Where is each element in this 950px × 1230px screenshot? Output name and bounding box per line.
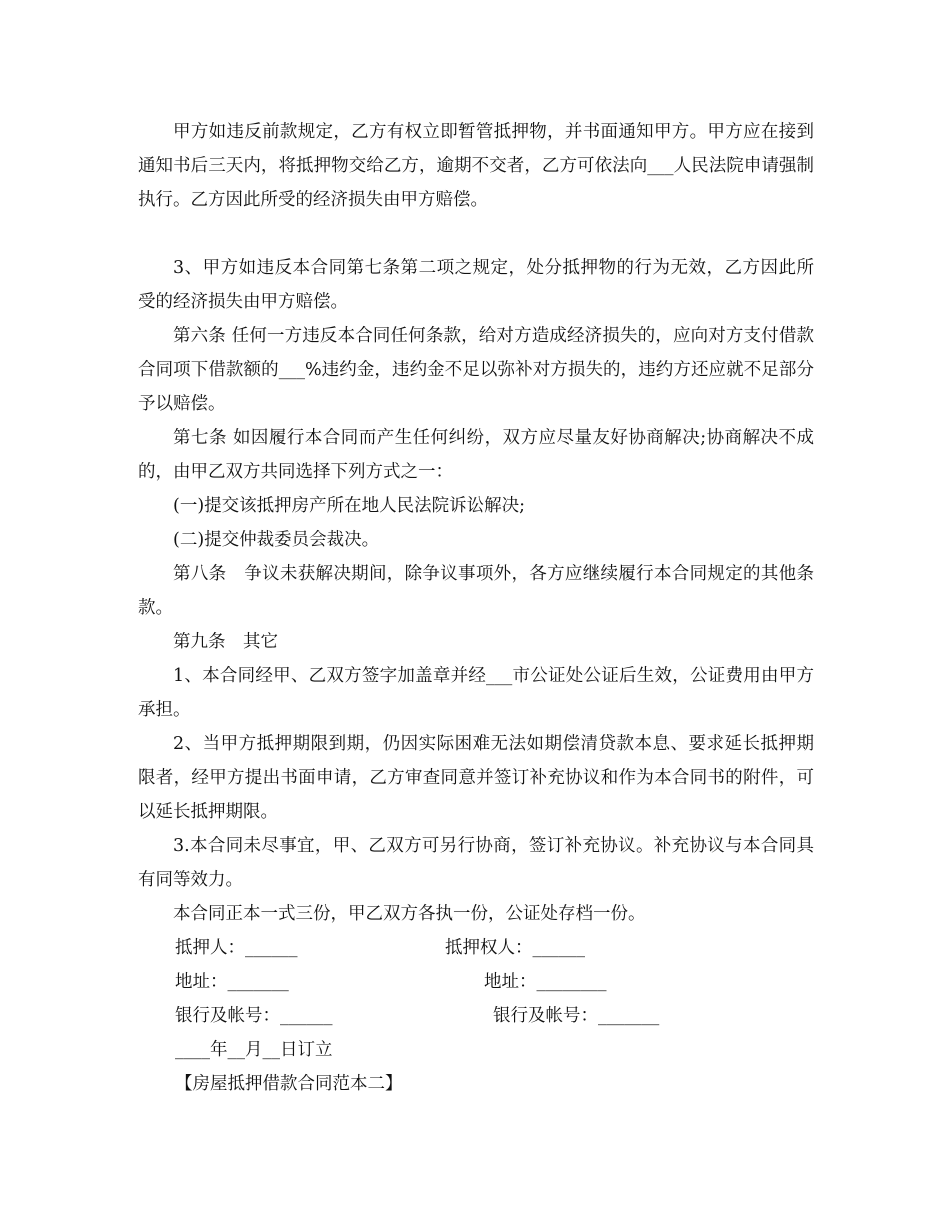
signature-bank-left: 银行及帐号：______ [175,1006,333,1026]
signature-address-left: 地址：_______ [175,972,289,992]
paragraph-disposal-invalid: 3、甲方如违反本合同第七条第二项之规定，处分抵押物的行为无效，乙方因此所受的经济损失由甲方赔偿。 [138,258,814,312]
paragraph-copies: 本合同正本一式三份，甲乙双方各执一份，公证处存档一份。 [173,904,646,924]
paragraph-article-9: 第九条 其它 [173,632,278,652]
next-section-title: 【房屋抵押借款合同范本二】 [175,1074,403,1094]
signature-mortgagee: 抵押权人：______ [445,938,585,958]
paragraph-breach-seizure: 甲方如违反前款规定，乙方有权立即暂管抵押物，并书面通知甲方。甲方应在接到通知书后三天内，将抵押物交给乙方，逾期不交者，乙方可依法向___人民法院申请强制执行。乙方因此所受的经济损失由甲方赔偿。 [138,122,814,210]
paragraph-notarization: 1、本合同经甲、乙双方签字加盖章并经___市公证处公证后生效，公证费用由甲方承担。 [138,666,814,720]
paragraph-article-8: 第八条 争议未获解决期间，除争议事项外，各方应继续履行本合同规定的其他条款。 [138,564,814,618]
signature-date: ____年__月__日订立 [175,1040,333,1060]
signature-mortgagor: 抵押人：______ [175,938,298,958]
paragraph-article-6: 第六条 任何一方违反本合同任何条款，给对方造成经济损失的，应向对方支付借款合同项下借款额的___%违约金，违约金不足以弥补对方损失的，违约方还应就不足部分予以赔偿。 [138,326,814,414]
signature-address-right: 地址：________ [484,972,607,992]
paragraph-extension: 2、当甲方抵押期限到期，仍因实际困难无法如期偿清贷款本息、要求延长抵押期限者，经甲方提出书面申请，乙方审查同意并签订补充协议和作为本合同书的附件，可以延长抵押期限。 [138,734,814,822]
paragraph-option-2: (二)提交仲裁委员会裁决。 [173,530,380,550]
paragraph-supplementary: 3.本合同未尽事宜，甲、乙双方可另行协商，签订补充协议。补充协议与本合同具有同等效力。 [138,836,814,890]
signature-bank-right: 银行及帐号：_______ [493,1006,660,1026]
paragraph-article-7: 第七条 如因履行本合同而产生任何纠纷，双方应尽量友好协商解决;协商解决不成的，由甲乙双方共同选择下列方式之一： [138,428,814,482]
paragraph-option-1: (一)提交该抵押房产所在地人民法院诉讼解决; [173,496,526,516]
